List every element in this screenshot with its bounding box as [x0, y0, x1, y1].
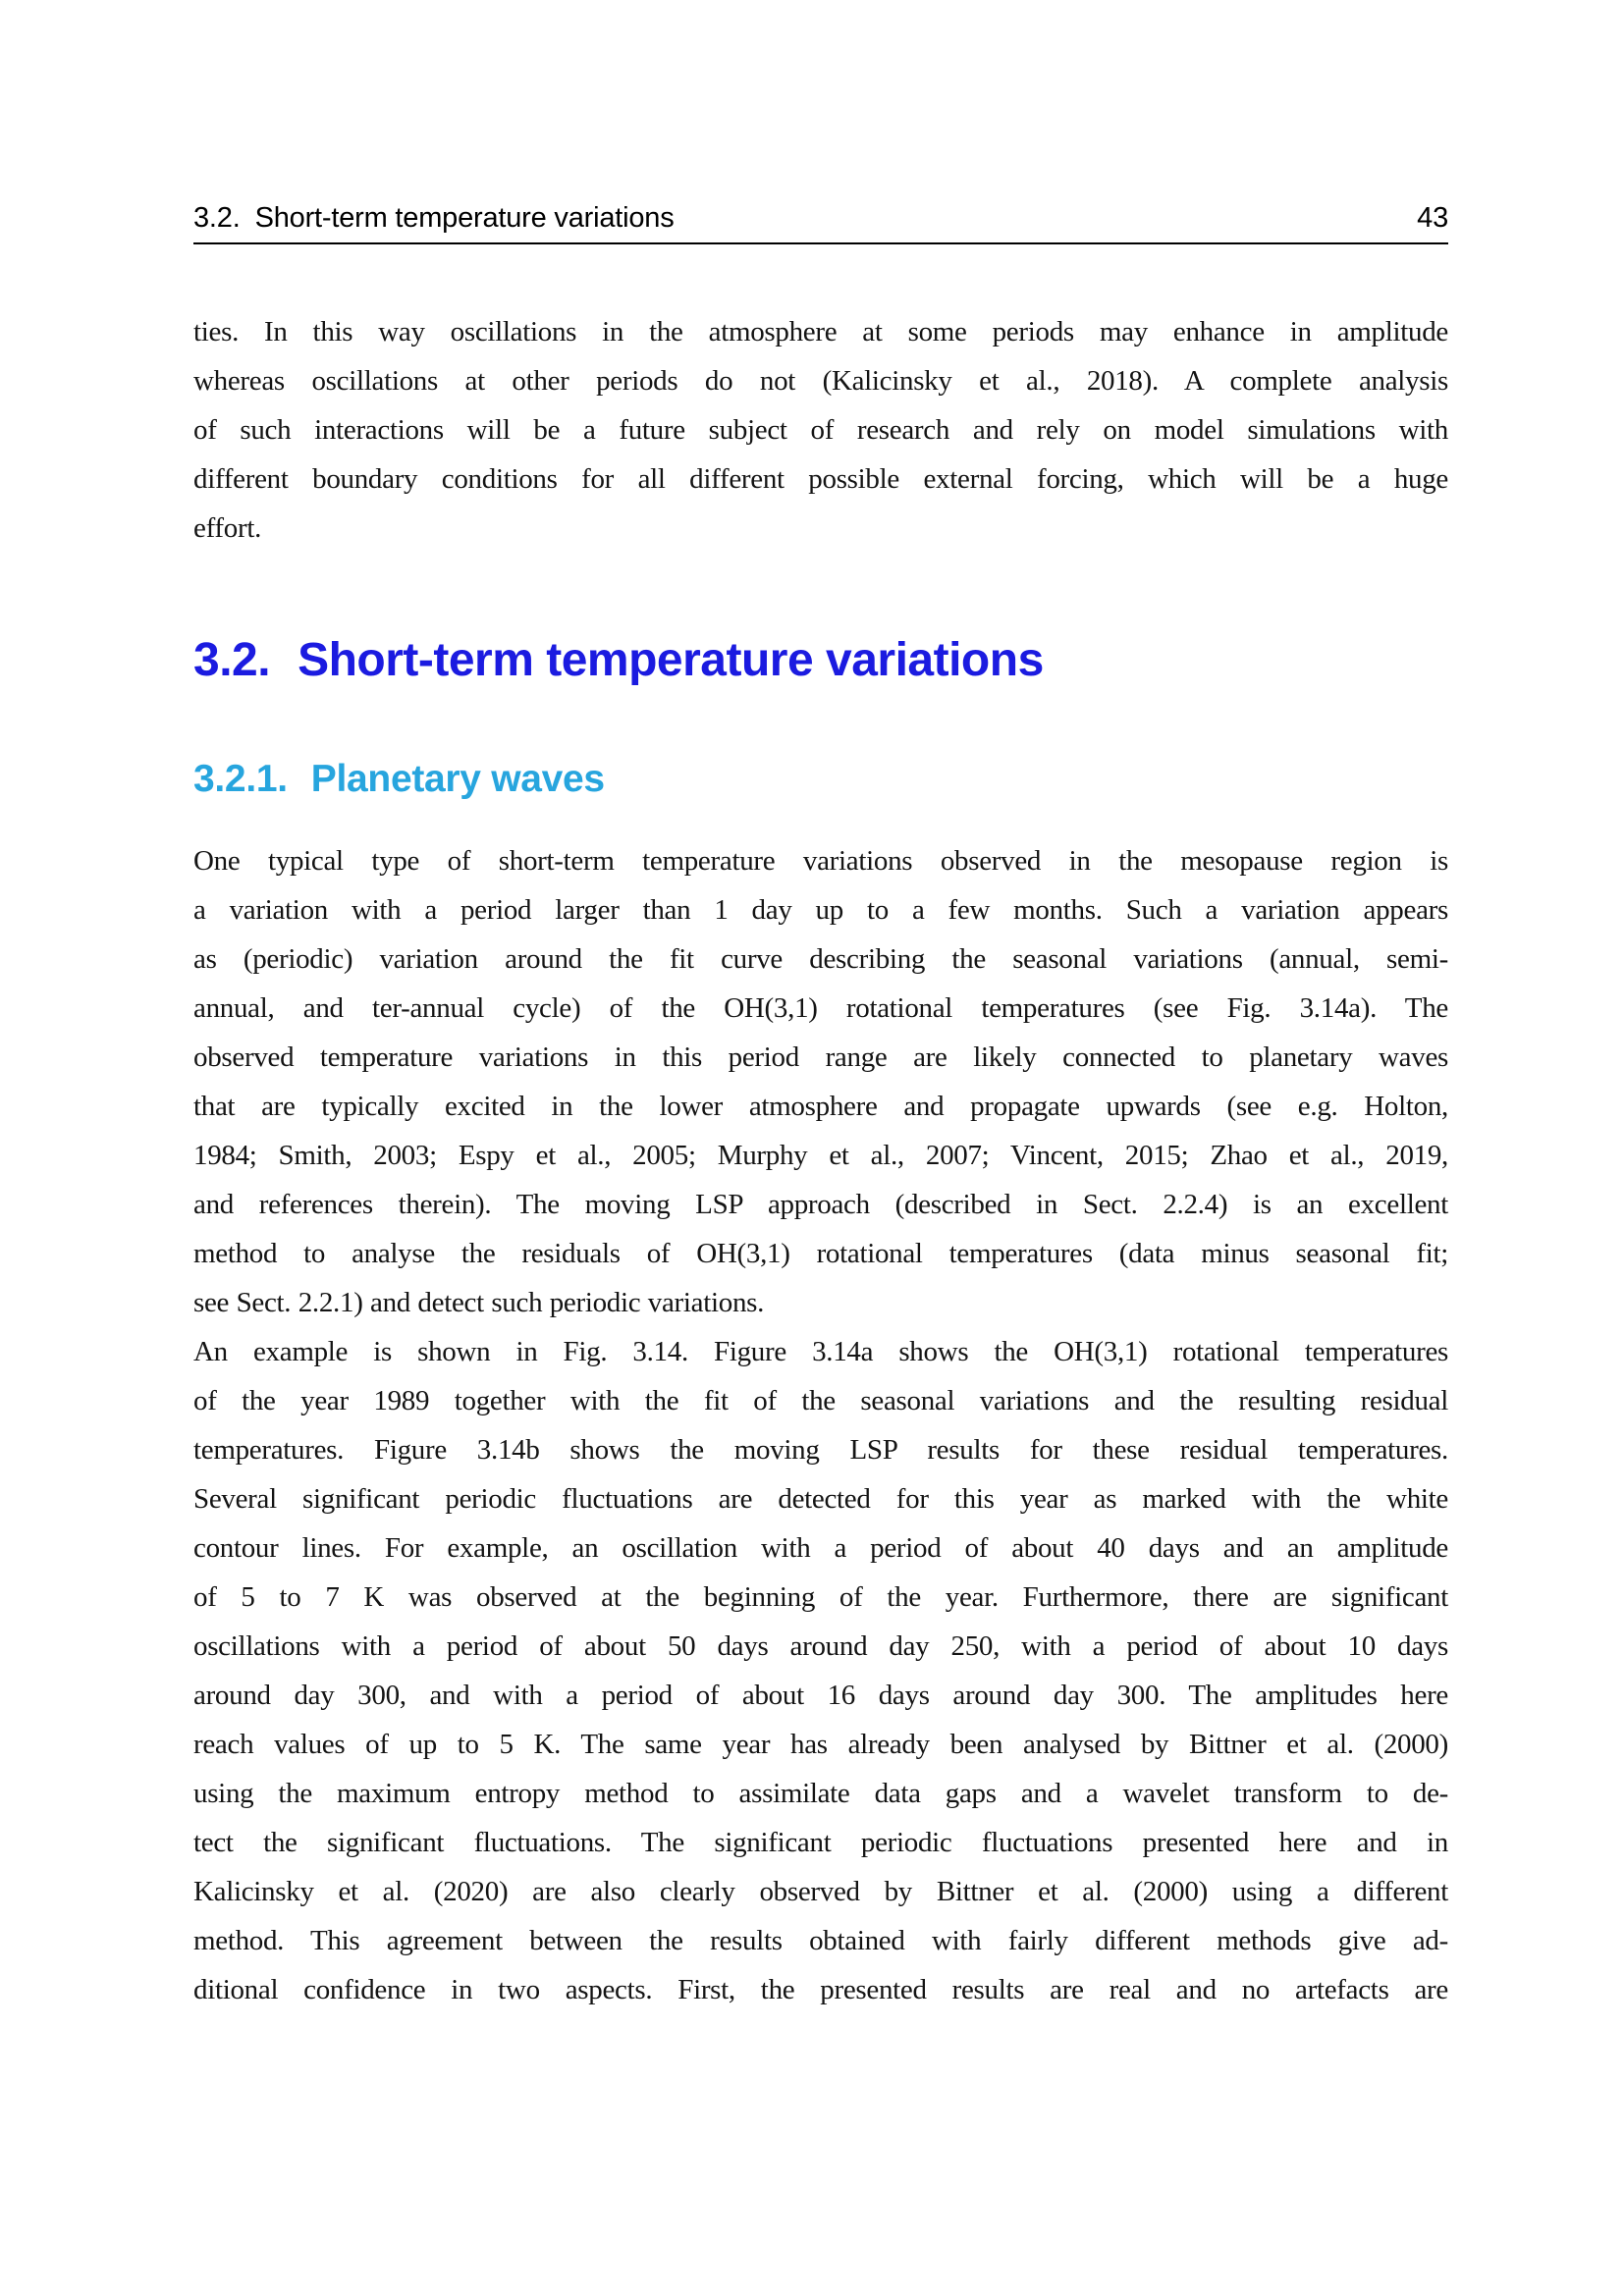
intro-paragraph: [193, 307, 1448, 553]
text-line: different boundary conditions for all different possible external forcing, which will be a huge: [193, 463, 1448, 495]
text-line: annual, and ter-annual cycle) of the OH(3,1) rotational temperatures (see Fig. 3.14a). The: [193, 992, 1448, 1024]
page-number: 43: [1417, 202, 1448, 234]
text-line: method to analyse the residuals of OH(3,1) rotational temperatures (data minus seasonal fit;: [193, 1238, 1448, 1269]
text-line: using the maximum entropy method to assimilate data gaps and a wavelet transform to de-: [193, 1778, 1448, 1809]
text-line: observed temperature variations in this period range are likely connected to planetary waves: [193, 1041, 1448, 1073]
text-line: One typical type of short-term temperature variations observed in the mesopause region is: [193, 845, 1448, 877]
header-rule: [193, 242, 1448, 244]
text-line: method. This agreement between the results obtained with fairly different methods give ad-: [193, 1925, 1448, 1956]
text-line: of 5 to 7 K was observed at the beginning of the year. Furthermore, there are significant: [193, 1581, 1448, 1613]
section-title: Short-term temperature variations: [298, 634, 1044, 686]
running-header: [193, 202, 1448, 234]
text-line: tect the significant fluctuations. The significant periodic fluctuations presented here and in: [193, 1827, 1448, 1858]
text-line: and references therein). The moving LSP approach (described in Sect. 2.2.4) is an excellent: [193, 1189, 1448, 1220]
running-header-section-title: Short-term temperature variations: [254, 202, 675, 234]
text-line: of such interactions will be a future subject of research and rely on model simulations with: [193, 414, 1448, 446]
subsection-title: Planetary waves: [310, 758, 605, 800]
section-heading: [193, 635, 1448, 686]
text-line: 1984; Smith, 2003; Espy et al., 2005; Murphy et al., 2007; Vincent, 2015; Zhao et al., 2019,: [193, 1140, 1448, 1171]
subsection-heading: [193, 759, 1448, 800]
running-header-title: [193, 202, 675, 234]
text-line: see Sect. 2.2.1) and detect such periodic variations.: [193, 1287, 765, 1318]
text-line: as (periodic) variation around the fit curve describing the seasonal variations (annual, semi-: [193, 943, 1448, 975]
text-line: oscillations with a period of about 50 days around day 250, with a period of about 10 days: [193, 1630, 1448, 1662]
text-line: effort.: [193, 512, 262, 544]
text-line: Kalicinsky et al. (2020) are also clearly observed by Bittner et al. (2000) using a different: [193, 1876, 1448, 1907]
subsection-number: 3.2.1.: [193, 758, 288, 800]
text-line: contour lines. For example, an oscillation with a period of about 40 days and an amplitude: [193, 1532, 1448, 1564]
text-line: ties. In this way oscillations in the atmosphere at some periods may enhance in amplitude: [193, 316, 1448, 347]
text-line: An example is shown in Fig. 3.14. Figure 3.14a shows the OH(3,1) rotational temperatures: [193, 1336, 1448, 1367]
text-line: a variation with a period larger than 1 day up to a few months. Such a variation appears: [193, 894, 1448, 926]
body-paragraph-1: [193, 836, 1448, 1327]
text-line: Several significant periodic fluctuations are detected for this year as marked with the white: [193, 1483, 1448, 1515]
text-line: ditional confidence in two aspects. First, the presented results are real and no artefacts are: [193, 1974, 1448, 2005]
text-line: of the year 1989 together with the fit of the seasonal variations and the resulting residual: [193, 1385, 1448, 1416]
text-line: reach values of up to 5 K. The same year has already been analysed by Bittner et al. (2000): [193, 1729, 1448, 1760]
section-number: 3.2.: [193, 634, 271, 686]
text-line: around day 300, and with a period of about 16 days around day 300. The amplitudes here: [193, 1680, 1448, 1711]
text-line: whereas oscillations at other periods do not (Kalicinsky et al., 2018). A complete analysis: [193, 365, 1448, 397]
running-header-section-number: 3.2.: [193, 202, 241, 234]
body-paragraph-2: [193, 1327, 1448, 2014]
text-line: that are typically excited in the lower atmosphere and propagate upwards (see e.g. Holton,: [193, 1091, 1448, 1122]
text-line: temperatures. Figure 3.14b shows the moving LSP results for these residual temperatures.: [193, 1434, 1448, 1466]
